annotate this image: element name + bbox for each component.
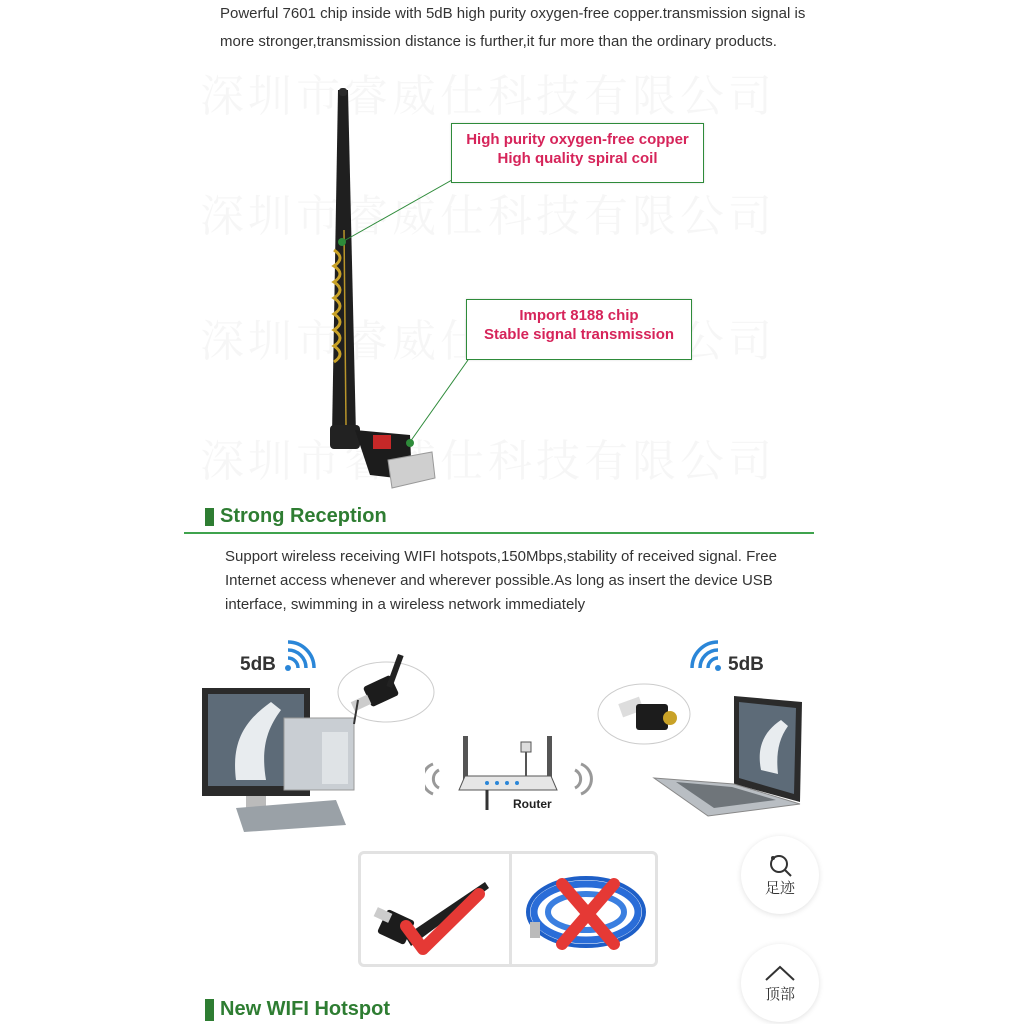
chip-callout-line1: Import 8188 chip (519, 307, 639, 324)
chip-callout-line2: Stable signal transmission (483, 326, 675, 343)
comparison-panel (358, 851, 658, 967)
section-divider (184, 532, 814, 534)
chip-callout (466, 299, 692, 360)
left-gain-label: 5dB (240, 654, 276, 675)
new-hotspot-title: New WIFI Hotspot (220, 998, 390, 1020)
copper-callout-line2: High quality spiral coil (497, 150, 658, 167)
copper-callout (451, 123, 704, 183)
footprint-button[interactable] (741, 836, 819, 914)
comparison-wireless-cell (361, 854, 512, 964)
new-hotspot-header (205, 998, 390, 1021)
intro-paragraph: Powerful 7601 chip inside with 5dB high purity oxygen-free copper.transmission signal is more stronger,transmission distance is further,it fur more than the ordinary products. (220, 5, 806, 50)
router-label: Router (513, 797, 552, 811)
callout-connector-lines (330, 180, 470, 460)
network-cable-cross-icon (512, 854, 660, 964)
comparison-cable-cell (512, 854, 660, 964)
strong-reception-header (205, 505, 387, 528)
laptop-illustration (596, 680, 806, 820)
reception-paragraph: Support wireless receiving WIFI hotspots,150Mbps,stability of received signal. Free Internet access whenever and wherever possible.As long as insert the device USB interface, swimming in a wireless network immediately (225, 548, 777, 613)
chevron-up-icon (763, 963, 797, 983)
desktop-computer-illustration (186, 640, 446, 840)
right-wifi-signal-icon (686, 640, 722, 672)
strong-reception-title: Strong Reception (220, 505, 387, 527)
router-illustration (425, 732, 595, 822)
section-marker-bar (205, 508, 214, 526)
footprint-label: 足迹 (764, 879, 795, 897)
wireless-adapter-checkmark-icon (361, 854, 509, 964)
copper-callout-line1: High purity oxygen-free copper (466, 131, 689, 148)
right-gain-label: 5dB (728, 654, 764, 675)
back-to-top-label: 顶部 (764, 985, 795, 1003)
back-to-top-button[interactable] (741, 944, 819, 1022)
footprint-icon (766, 853, 794, 877)
section-marker-bar (205, 999, 214, 1021)
